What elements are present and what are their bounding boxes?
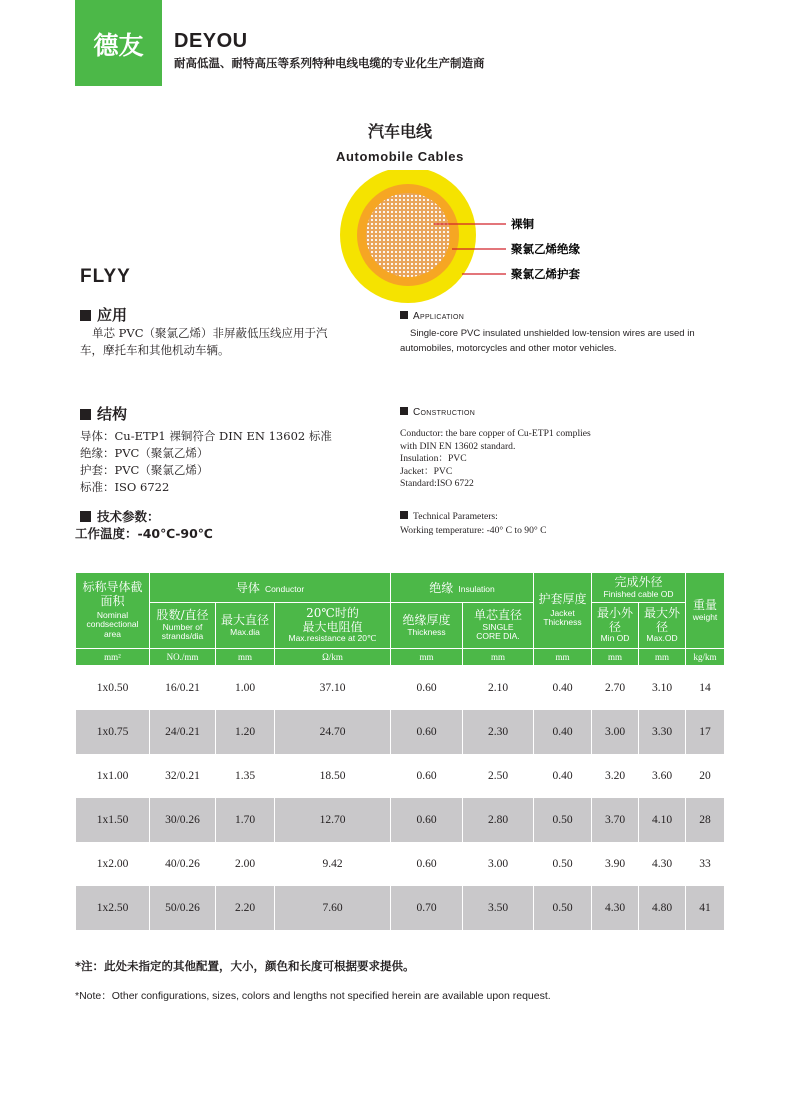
table-cell: 41 (686, 886, 725, 930)
table-cell: 0.50 (534, 886, 592, 930)
table-cell: 4.30 (592, 886, 639, 930)
model-name: FLYY (80, 266, 131, 287)
unit-cell: mm (592, 649, 639, 666)
table-cell: 4.30 (639, 842, 686, 886)
table-cell: 3.00 (592, 710, 639, 754)
construction-heading-en: Construction (400, 407, 475, 418)
unit-cell: Ω/km (275, 649, 391, 666)
table-cell: 0.60 (391, 798, 463, 842)
table-cell: 12.70 (275, 798, 391, 842)
construction-body-en: Conductor: the bare copper of Cu-ETP1 complies with DIN EN 13602 standard. Insulation：PVC Jacket：PVC Standard:ISO 6722 (400, 428, 591, 489)
table-row (76, 886, 725, 930)
cable-cross-section-diagram (330, 170, 600, 310)
table-cell: 32/0.21 (150, 754, 216, 798)
note-en: *Note：Other configurations, sizes, colors and lengths not specified herein are available upon request. (75, 990, 551, 1002)
table-cell: 20 (686, 754, 725, 798)
construction-body-zh: 导体：Cu-ETP1 裸铜符合 DIN EN 13602 标准 绝缘：PVC（聚氯乙烯） 护套：PVC（聚氯乙烯） 标准：ISO 6722 (80, 429, 332, 494)
page-title-zh: 汽车电线 (367, 122, 432, 141)
table-cell: 0.40 (534, 754, 592, 798)
table-cell: 0.60 (391, 754, 463, 798)
unit-cell: mm (463, 649, 534, 666)
table-cell: 0.40 (534, 666, 592, 711)
table-cell: 3.50 (463, 886, 534, 930)
col-header-conductor: 导体 Conductor (150, 573, 391, 603)
working-temperature-zh: 工作温度：-40℃-90℃ (75, 526, 213, 541)
table-cell: 0.40 (534, 710, 592, 754)
table-cell: 1.20 (216, 710, 275, 754)
logo-text: 德友 (93, 31, 144, 60)
table-cell: 2.70 (592, 666, 639, 711)
table-cell: 1x0.50 (76, 666, 150, 711)
col-header-single-core: 单芯直径 SINGLE CORE DIA. (463, 603, 534, 649)
table-cell: 14 (686, 666, 725, 711)
table-cell: 28 (686, 798, 725, 842)
application-body-zh: 单芯 PVC（聚氯乙烯）非屏蔽低压线应用于汽 车，摩托车和其他机动车辆。 (80, 326, 328, 357)
logo (75, 0, 162, 86)
table-cell: 0.60 (391, 666, 463, 711)
construction-heading-zh: 结构 (80, 403, 127, 424)
table-row (76, 754, 725, 798)
col-header-max-od: 最大外径 Max.OD (639, 603, 686, 649)
table-cell: 3.90 (592, 842, 639, 886)
table-cell: 1x2.50 (76, 886, 150, 930)
col-header-min-od: 最小外径 Min OD (592, 603, 639, 649)
table-cell: 0.70 (391, 886, 463, 930)
label-jacket: 聚氯乙烯护套 (511, 267, 580, 281)
unit-cell: mm (216, 649, 275, 666)
table-cell: 18.50 (275, 754, 391, 798)
table-row (76, 666, 725, 711)
table-cell: 4.80 (639, 886, 686, 930)
unit-cell: kg/km (686, 649, 725, 666)
table-cell: 0.50 (534, 798, 592, 842)
col-header-jacket: 护套厚度 Jacket Thickness (534, 573, 592, 649)
col-header-weight: 重量 weight (686, 573, 725, 649)
working-temperature-en: Working temperature: -40° C to 90° C (400, 525, 547, 536)
table-cell: 1x2.00 (76, 842, 150, 886)
table-cell: 24.70 (275, 710, 391, 754)
col-header-finished-od: 完成外径 Finished cable OD (592, 573, 686, 603)
unit-cell: mm² (76, 649, 150, 666)
table-cell: 3.60 (639, 754, 686, 798)
table-cell: 3.00 (463, 842, 534, 886)
unit-cell: mm (534, 649, 592, 666)
table-row (76, 710, 725, 754)
col-header-max-dia: 最大直径 Max.dia (216, 603, 275, 649)
table-cell: 33 (686, 842, 725, 886)
table-cell: 2.50 (463, 754, 534, 798)
col-header-resistance: 20℃时的 最大电阻值 Max.resistance at 20℃ (275, 603, 391, 649)
col-header-insulation: 绝缘 Insulation (391, 573, 534, 603)
application-body-en: Single-core PVC insulated unshielded low-tension wires are used in automobiles, motorcycles and other motor vehicles. (400, 328, 695, 354)
table-cell: 2.20 (216, 886, 275, 930)
table-cell: 9.42 (275, 842, 391, 886)
col-header-ins-thickness: 绝缘厚度 Thickness (391, 603, 463, 649)
unit-cell: mm (391, 649, 463, 666)
table-cell: 3.30 (639, 710, 686, 754)
conductor-core (366, 193, 450, 277)
units-row (76, 649, 725, 666)
table-row (76, 842, 725, 886)
table-cell: 0.50 (534, 842, 592, 886)
brand-name: DEYOU (174, 30, 248, 52)
table-cell: 1x1.50 (76, 798, 150, 842)
table-cell: 1x0.75 (76, 710, 150, 754)
application-heading-zh: 应用 (80, 304, 127, 325)
page-title-en: Automobile Cables (336, 149, 464, 164)
table-cell: 3.10 (639, 666, 686, 711)
table-cell: 1x1.00 (76, 754, 150, 798)
table-cell: 7.60 (275, 886, 391, 930)
technical-heading-en: Technical Parameters: (400, 511, 498, 524)
table-cell: 3.20 (592, 754, 639, 798)
table-cell: 3.70 (592, 798, 639, 842)
table-cell: 1.00 (216, 666, 275, 711)
table-cell: 1.35 (216, 754, 275, 798)
brand-tagline: 耐高低温、耐特高压等系列特种电线电缆的专业化生产制造商 (174, 56, 485, 70)
table-cell: 2.10 (463, 666, 534, 711)
label-insulation: 聚氯乙烯绝缘 (511, 242, 580, 256)
table-cell: 4.10 (639, 798, 686, 842)
table-cell: 24/0.21 (150, 710, 216, 754)
col-header-strands: 股数/直径 Number of strands/dia (150, 603, 216, 649)
label-conductor: 裸铜 (511, 217, 534, 231)
application-heading-en: Application (400, 311, 464, 322)
table-cell: 2.80 (463, 798, 534, 842)
table-cell: 0.60 (391, 842, 463, 886)
table-cell: 40/0.26 (150, 842, 216, 886)
table-row (76, 798, 725, 842)
unit-cell: mm (639, 649, 686, 666)
table-cell: 37.10 (275, 666, 391, 711)
note-zh: *注：此处未指定的其他配置，大小，颜色和长度可根据要求提供。 (75, 959, 415, 973)
specification-table (75, 572, 725, 930)
table-cell: 16/0.21 (150, 666, 216, 711)
col-header-nominal: 标称导体截面积 Nominal condsectional area (76, 573, 150, 649)
table-cell: 2.30 (463, 710, 534, 754)
technical-heading-zh: 技术参数： (80, 507, 160, 525)
table-cell: 30/0.26 (150, 798, 216, 842)
table-cell: 50/0.26 (150, 886, 216, 930)
unit-cell: NO./mm (150, 649, 216, 666)
table-cell: 1.70 (216, 798, 275, 842)
table-cell: 17 (686, 710, 725, 754)
table-cell: 0.60 (391, 710, 463, 754)
table-cell: 2.00 (216, 842, 275, 886)
